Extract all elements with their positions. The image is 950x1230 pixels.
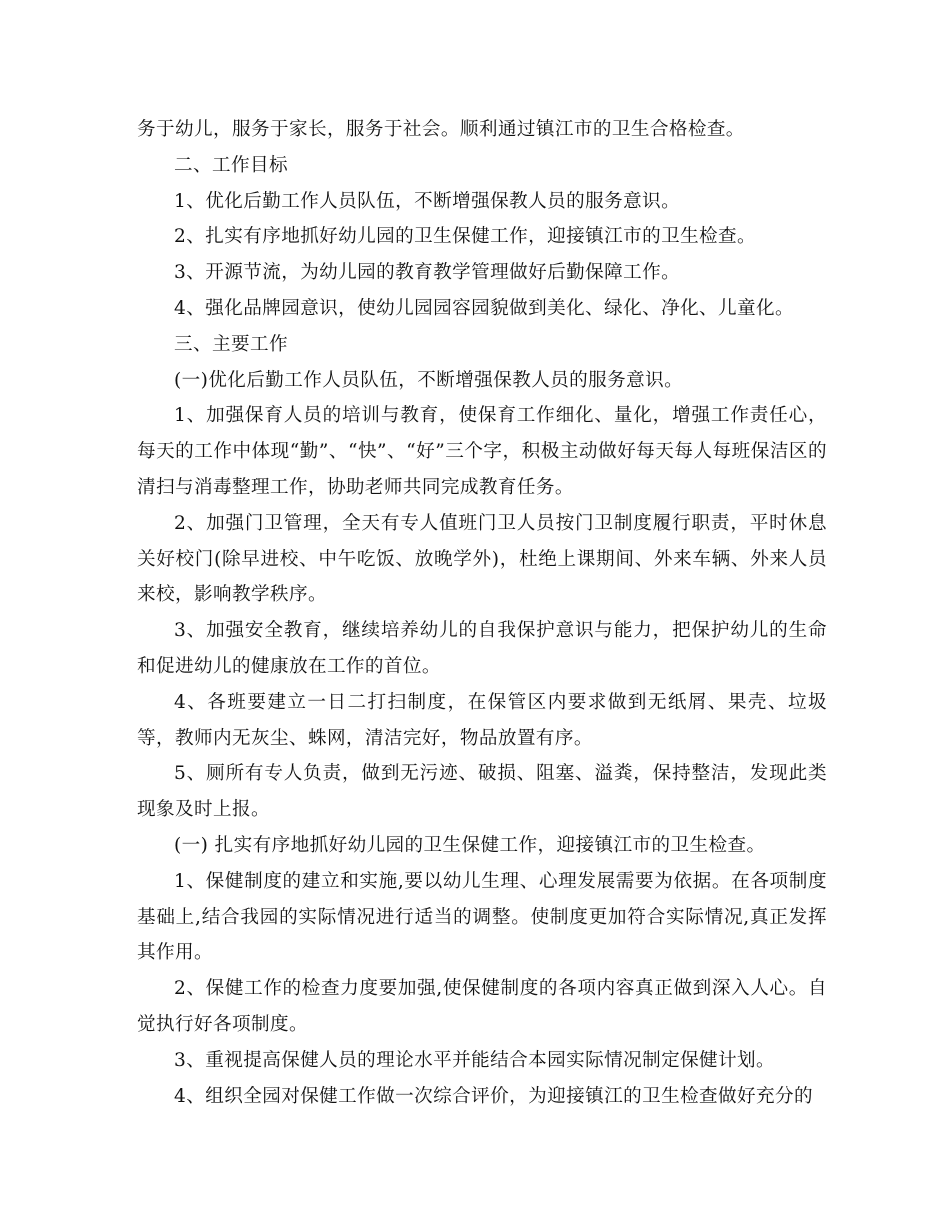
subsection-heading-health: (一) 扎实有序地抓好幼儿园的卫生保健工作，迎接镇江市的卫生检查。 xyxy=(174,834,766,856)
goal-item-1: 1、优化后勤工作人员队伍，不断增强保教人员的服务意识。 xyxy=(174,190,681,212)
goal-item-2: 2、扎实有序地抓好幼儿园的卫生保健工作，迎接镇江市的卫生检查。 xyxy=(174,226,757,248)
paragraph-continuation: 务于幼儿，服务于家长，服务于社会。顺利通过镇江市的卫生合格检查。 xyxy=(137,119,745,140)
section-heading-main-work: 三、主要工作 xyxy=(174,333,288,355)
staff-item-4: 4、各班要建立一日二打扫制度，在保管区内要求做到无纸屑、果壳、垃圾等，教师内无灰尘、蛛网，清洁完好，物品放置有序。 xyxy=(137,691,827,749)
staff-item-5: 5、厕所有专人负责，做到无污迹、破损、阻塞、溢粪，保持整洁，发现此类现象及时上报。 xyxy=(137,763,827,821)
staff-item-1: 1、加强保育人员的培训与教育，使保育工作细化、量化，增强工作责任心，每天的工作中体现“勤”、“快”、“好”三个字，积极主动做好每天每人每班保洁区的清扫与消毒整理工作，协助老师共同完成教育任务。 xyxy=(137,405,827,498)
goal-item-3: 3、开源节流，为幼儿园的教育教学管理做好后勤保障工作。 xyxy=(174,262,681,284)
health-item-4: 4、组织全园对保健工作做一次综合评价，为迎接镇江的卫生检查做好充分的 xyxy=(174,1085,814,1107)
health-item-3: 3、重视提高保健人员的理论水平并能结合本园实际情况制定保健计划。 xyxy=(174,1049,776,1071)
staff-item-3: 3、加强安全教育，继续培养幼儿的自我保护意识与能力，把保护幼儿的生命和促进幼儿的健康放在工作的首位。 xyxy=(137,620,827,677)
subsection-heading-staff: (一)优化后勤工作人员队伍，不断增强保教人员的服务意识。 xyxy=(174,369,684,391)
health-item-1: 1、保健制度的建立和实施,要以幼儿生理、心理发展需要为依据。在各项制度基础上,结合我园的实际情况进行适当的调整。使制度更加符合实际情况,真正发挥其作用。 xyxy=(137,870,827,964)
section-heading-goals: 二、工作目标 xyxy=(174,154,288,176)
health-item-2: 2、保健工作的检查力度要加强,使保健制度的各项内容真正做到深入人心。自觉执行好各项制度。 xyxy=(137,978,827,1035)
document-body xyxy=(137,112,827,1114)
staff-item-2: 2、加强门卫管理，全天有专人值班门卫人员按门卫制度履行职责，平时休息关好校门(除早进校、中午吃饭、放晚学外)，杜绝上课期间、外来车辆、外来人员来校，影响教学秩序。 xyxy=(137,512,827,606)
goal-item-4: 4、强化品牌园意识，使幼儿园园容园貌做到美化、绿化、净化、儿童化。 xyxy=(174,297,795,319)
